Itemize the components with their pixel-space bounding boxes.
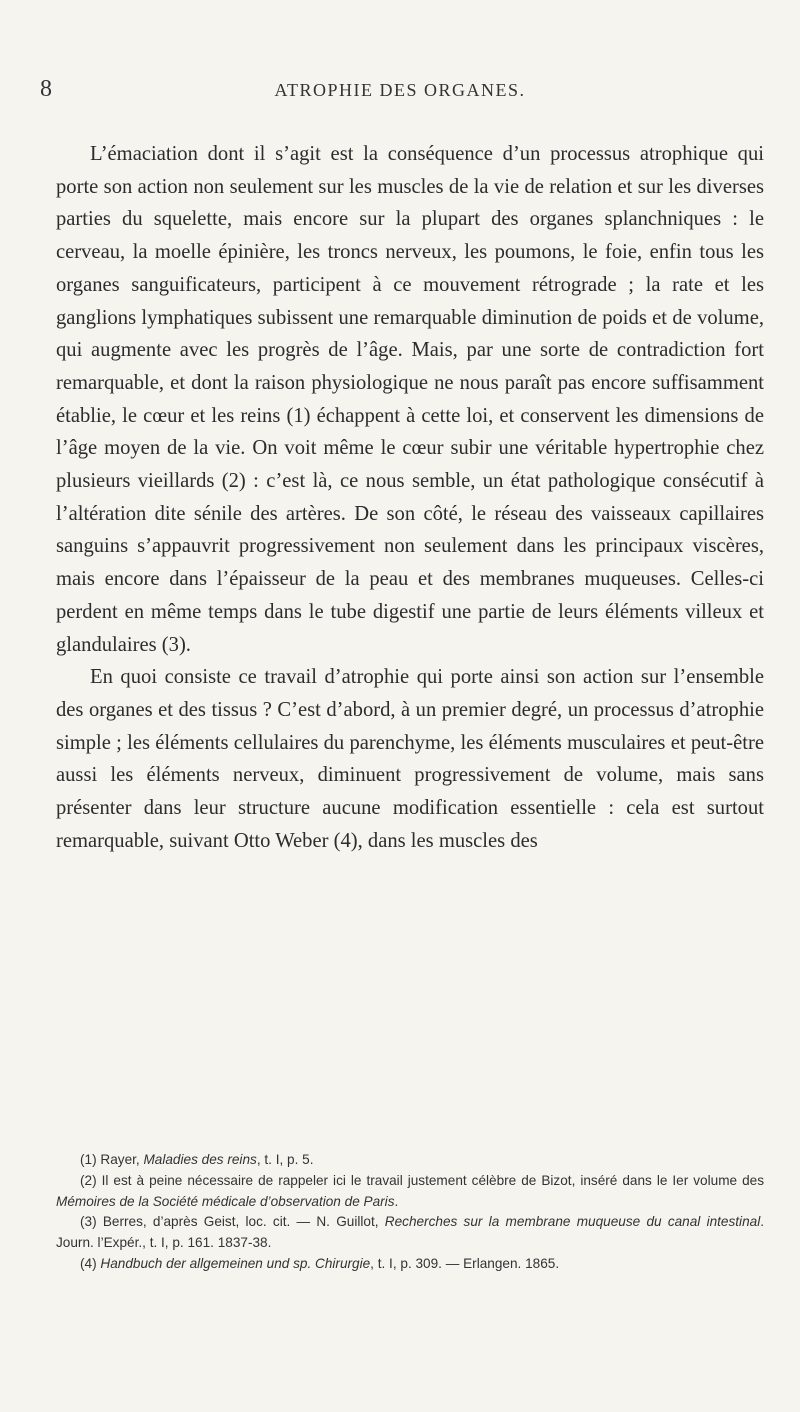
footnote <box>56 1171 764 1213</box>
footnote-text: , t. I, p. 5. <box>256 1152 314 1167</box>
paragraph: En quoi consiste ce travail d’atrophie qui porte ainsi son action sur l’ensemble des organes et des tissus ? C’est d’abord, à un premier degré, un processus d’atrophie simple ; les éléments cellulaires du parenchyme, les éléments musculaires et peut-être aussi les éléments nerveux, diminuent progressivement de volume, mais sans présenter dans leur structure aucune modification essentielle : cela est surtout remarquable, suivant Otto Weber (4), dans les muscles des <box>56 666 764 852</box>
footnote-title: Recherches sur la membrane muqueuse du canal intestinal <box>384 1214 761 1230</box>
footnote <box>56 1150 764 1171</box>
footnote <box>56 1212 764 1254</box>
page-header <box>0 76 800 110</box>
footnote-title: Handbuch der allgemeinen und sp. Chirurgie <box>100 1255 371 1271</box>
footnote-text: . <box>394 1193 399 1209</box>
page-number: 8 <box>40 76 52 102</box>
footnote-text: (4) <box>80 1255 101 1271</box>
footnote-text: , t. I, p. 309. — Erlangen. 1865. <box>370 1255 560 1271</box>
footnote <box>56 1254 764 1275</box>
footnote-text: (1) Rayer, <box>80 1152 144 1167</box>
footnote-title: Maladies des reins <box>143 1152 257 1167</box>
footnote-text: (3) Berres, d’après Geist, loc. cit. — N. Guillot, <box>80 1214 385 1230</box>
paragraph: L’émaciation dont il s’agit est la conséquence d’un processus atrophique qui porte son action non seulement sur les muscles de la vie de relation et sur les diverses parties du squelette, mais encore sur la plupart des organes splanchniques : le cerveau, la moelle épinière, les troncs nerveux, les poumons, le foie, enfin tous les organes sanguificateurs, participent à ce mouvement rétrograde ; la rate et les ganglions lymphatiques subissent une remarquable diminution de poids et de volume, qui augmente avec les progrès de l’âge. Mais, par une sorte de contradiction fort remarquable, et dont la raison physiologique ne nous paraît pas encore suffisamment établie, le cœur et les reins (1) échappent à cette loi, et conservent les dimensions de l’âge moyen de la vie. On voit même le cœur subir une véritable hypertrophie chez plusieurs vieillards (2) : c’est là, ce nous semble, un état pathologique consécutif à l’altération dite sénile des artères. De son côté, le réseau des vaisseaux capillaires sanguins s’appauvrit progressivement non seulement dans les principaux viscères, mais encore dans l’épaisseur de la peau et des membranes muqueuses. Celles-ci perdent en même temps dans le tube digestif une partie de leurs éléments villeux et glandulaires (3). <box>56 143 764 656</box>
footnote-text: . Journ. l’Expér., t. I, p. 161. 1837-38. <box>56 1214 764 1251</box>
footnote-text: (2) Il est à peine nécessaire de rappeler ici le travail justement célèbre de Bizot, inséré dans le Ier volume des <box>80 1172 764 1188</box>
main-text <box>56 138 764 857</box>
footnotes <box>56 1150 764 1275</box>
footnote-title: Mémoires de la Société médicale d’observation de Paris <box>56 1193 395 1209</box>
running-title: ATROPHIE DES ORGANES. <box>274 80 526 100</box>
